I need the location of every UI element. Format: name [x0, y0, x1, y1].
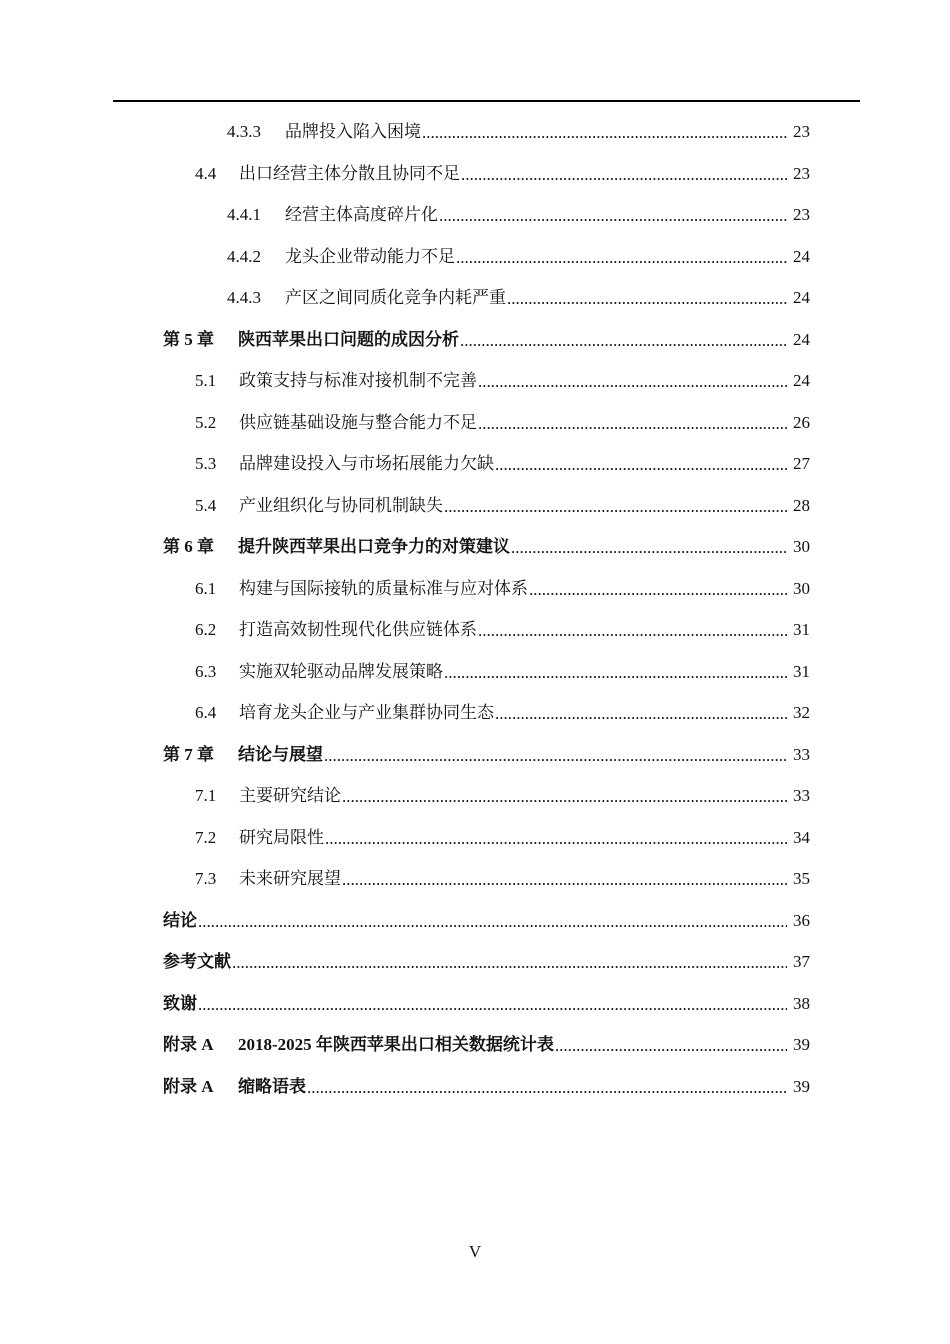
- toc-entry-title: 缩略语表: [238, 1076, 306, 1096]
- toc-entry[interactable]: [0, 236, 950, 278]
- toc-leader-dots: [507, 290, 787, 307]
- toc-entry-page: 34: [793, 827, 810, 847]
- toc-entry-title: 陕西苹果出口问题的成因分析: [238, 329, 459, 349]
- toc-entry[interactable]: [0, 277, 950, 319]
- toc-entry-page: 30: [793, 537, 810, 557]
- toc-entry-number: 5.3: [195, 454, 217, 474]
- toc-entry-number: 4.4.2: [227, 246, 261, 266]
- toc-entry[interactable]: [0, 734, 950, 776]
- toc-entry-title: 致谢: [163, 993, 197, 1013]
- toc-entry-page: 30: [793, 578, 810, 598]
- toc-entry-title: 参考文献: [163, 952, 231, 972]
- toc-entry-number: 5.4: [195, 495, 217, 515]
- toc-entry-title: 经营主体高度碎片化: [285, 205, 438, 225]
- toc-leader-dots: [460, 332, 787, 349]
- toc-leader-dots: [325, 830, 787, 847]
- toc-leader-dots: [478, 415, 787, 432]
- toc-entry-number: 第 7 章: [163, 744, 214, 764]
- toc-entry-page: 32: [793, 703, 810, 723]
- toc-leader-dots: [456, 249, 787, 266]
- toc-entry-title: 主要研究结论: [239, 786, 341, 806]
- toc-entry-page: 24: [793, 371, 810, 391]
- toc-leader-dots: [444, 664, 787, 681]
- toc-entry[interactable]: [0, 443, 950, 485]
- toc-leader-dots: [198, 913, 787, 930]
- toc-entry[interactable]: [0, 692, 950, 734]
- toc-entry-title: 提升陕西苹果出口竞争力的对策建议: [238, 537, 510, 557]
- toc-leader-dots: [198, 996, 787, 1013]
- toc-entry[interactable]: [0, 194, 950, 236]
- toc-leader-dots: [439, 207, 787, 224]
- toc-entry-number: 7.1: [195, 786, 217, 806]
- toc-entry[interactable]: [0, 319, 950, 361]
- toc-entry-page: 26: [793, 412, 810, 432]
- toc-entry-title: 构建与国际接轨的质量标准与应对体系: [239, 578, 528, 598]
- toc-leader-dots: [478, 373, 787, 390]
- toc-entry-title: 培育龙头企业与产业集群协同生态: [239, 703, 494, 723]
- toc-entry[interactable]: [0, 153, 950, 195]
- toc-entry-page: 39: [793, 1076, 810, 1096]
- toc-entry-page: 31: [793, 661, 810, 681]
- toc-entry-page: 27: [793, 454, 810, 474]
- toc-entry[interactable]: [0, 983, 950, 1025]
- toc-entry-number: 6.1: [195, 578, 217, 598]
- toc-entry[interactable]: [0, 568, 950, 610]
- toc-entry[interactable]: [0, 775, 950, 817]
- toc-leader-dots: [529, 581, 787, 598]
- toc-entry-number: 4.3.3: [227, 122, 261, 142]
- toc-entry-number: 4.4: [195, 163, 217, 183]
- toc-entry[interactable]: [0, 1024, 950, 1066]
- toc-leader-dots: [324, 747, 787, 764]
- toc-entry-title: 2018-2025 年陕西苹果出口相关数据统计表: [238, 1035, 554, 1055]
- toc-entry[interactable]: [0, 651, 950, 693]
- toc-entry-number: 附录 A: [163, 1076, 214, 1096]
- toc-entry-title: 品牌投入陷入困境: [285, 122, 421, 142]
- toc-entry[interactable]: [0, 900, 950, 942]
- toc-entry-number: 5.2: [195, 412, 217, 432]
- toc-entry-number: 6.2: [195, 620, 217, 640]
- toc-entry-page: 23: [793, 122, 810, 142]
- toc-leader-dots: [342, 871, 787, 888]
- toc-entry-page: 33: [793, 786, 810, 806]
- toc-entry-title: 打造高效韧性现代化供应链体系: [239, 620, 477, 640]
- toc-entry-page: 37: [793, 952, 810, 972]
- toc-entry-page: 24: [793, 246, 810, 266]
- table-of-contents: [0, 111, 950, 1107]
- toc-entry-title: 供应链基础设施与整合能力不足: [239, 412, 477, 432]
- header-rule: [113, 100, 860, 102]
- toc-leader-dots: [444, 498, 787, 515]
- toc-entry[interactable]: [0, 817, 950, 859]
- toc-leader-dots: [232, 954, 787, 971]
- toc-leader-dots: [495, 705, 787, 722]
- toc-entry-page: 33: [793, 744, 810, 764]
- footer-page-number: V: [468, 1242, 482, 1261]
- toc-leader-dots: [461, 166, 787, 183]
- toc-entry-number: 4.4.3: [227, 288, 261, 308]
- toc-entry-title: 实施双轮驱动品牌发展策略: [239, 661, 443, 681]
- toc-leader-dots: [511, 539, 787, 556]
- toc-entry-number: 5.1: [195, 371, 217, 391]
- toc-entry[interactable]: [0, 858, 950, 900]
- toc-entry-title: 未来研究展望: [239, 869, 341, 889]
- toc-entry-number: 4.4.1: [227, 205, 261, 225]
- toc-entry-title: 产业组织化与协同机制缺失: [239, 495, 443, 515]
- toc-entry-page: 38: [793, 993, 810, 1013]
- toc-entry[interactable]: [0, 402, 950, 444]
- toc-entry-number: 第 5 章: [163, 329, 214, 349]
- toc-entry-page: 28: [793, 495, 810, 515]
- toc-entry-page: 35: [793, 869, 810, 889]
- toc-entry[interactable]: [0, 1066, 950, 1108]
- toc-entry[interactable]: [0, 526, 950, 568]
- toc-entry-number: 6.4: [195, 703, 217, 723]
- toc-entry-title: 结论与展望: [238, 744, 323, 764]
- toc-entry-page: 24: [793, 288, 810, 308]
- toc-entry[interactable]: [0, 111, 950, 153]
- toc-entry-number: 第 6 章: [163, 537, 214, 557]
- toc-entry[interactable]: [0, 485, 950, 527]
- toc-entry-page: 24: [793, 329, 810, 349]
- toc-entry-number: 7.3: [195, 869, 217, 889]
- toc-leader-dots: [555, 1037, 787, 1054]
- toc-entry-title: 龙头企业带动能力不足: [285, 246, 455, 266]
- toc-entry[interactable]: [0, 609, 950, 651]
- toc-entry-title: 出口经营主体分散且协同不足: [239, 163, 460, 183]
- toc-entry-title: 品牌建设投入与市场拓展能力欠缺: [239, 454, 494, 474]
- toc-entry-number: 6.3: [195, 661, 217, 681]
- toc-leader-dots: [307, 1079, 787, 1096]
- toc-entry-page: 39: [793, 1035, 810, 1055]
- toc-leader-dots: [495, 456, 787, 473]
- toc-entry[interactable]: [0, 360, 950, 402]
- toc-entry-page: 23: [793, 205, 810, 225]
- toc-leader-dots: [422, 124, 787, 141]
- toc-entry-page: 23: [793, 163, 810, 183]
- toc-leader-dots: [342, 788, 787, 805]
- toc-entry-title: 产区之间同质化竞争内耗严重: [285, 288, 506, 308]
- toc-entry-page: 36: [793, 910, 810, 930]
- toc-entry-number: 7.2: [195, 827, 217, 847]
- toc-entry-page: 31: [793, 620, 810, 640]
- toc-entry-title: 结论: [163, 910, 197, 930]
- toc-entry-number: 附录 A: [163, 1035, 214, 1055]
- toc-entry-title: 政策支持与标准对接机制不完善: [239, 371, 477, 391]
- toc-leader-dots: [478, 622, 787, 639]
- toc-entry[interactable]: [0, 941, 950, 983]
- toc-entry-title: 研究局限性: [239, 827, 324, 847]
